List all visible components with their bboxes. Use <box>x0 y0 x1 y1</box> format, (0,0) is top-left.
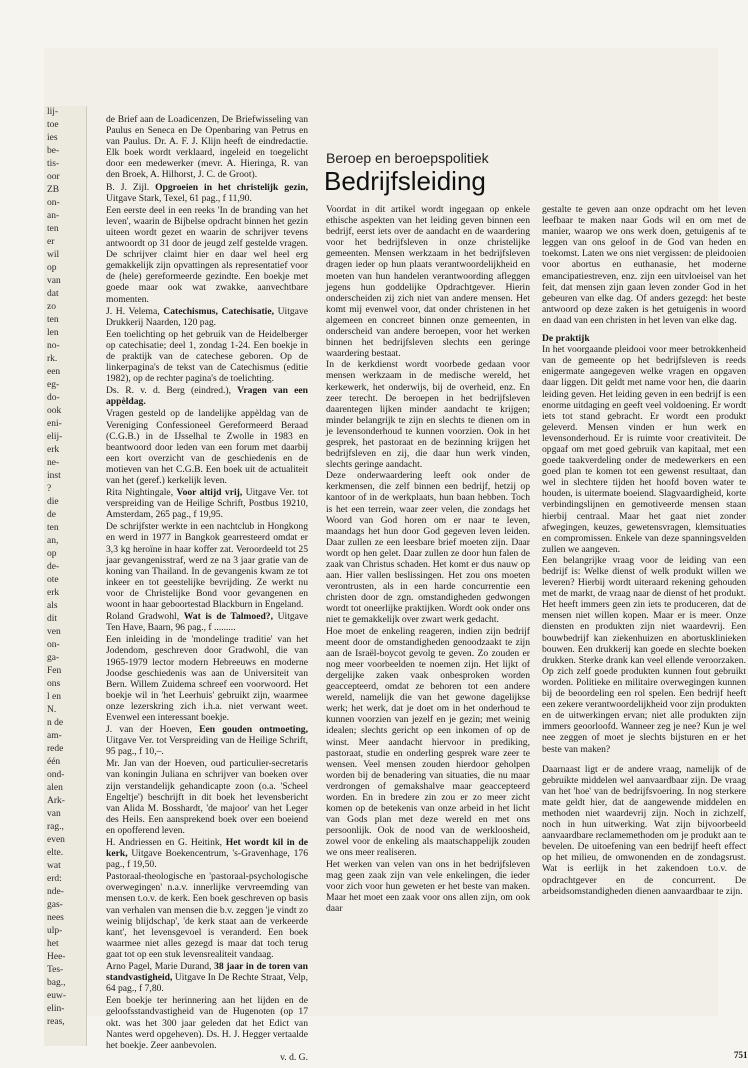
review-book-title: Catechismus, Catechisatie, <box>163 305 275 317</box>
prev-page-fragment: Fen <box>47 666 62 676</box>
prev-page-fragment: N. <box>47 705 57 715</box>
prev-page-fragment: Ark- <box>47 796 65 806</box>
prev-page-fragment: ne- <box>47 458 60 468</box>
review-entry-header <box>106 611 308 633</box>
prev-page-fragment: erk <box>47 445 60 455</box>
review-body: Uitgave Ten Have, Baarn, 96 pag., f ......... <box>106 611 308 634</box>
review-entry-header <box>106 385 308 407</box>
review-body: Een inleiding in de 'mondelinge traditie' van het Jodendom, geschreven door Gradwohl, die van 1965-1979 lector modern Hebreeuws en moderne Joodse geschiedenis was aan de Universiteit van Bern. Willem Zuidema schreef een voorwoord. Het boekje wil in 'het Leerhuis' gebruikt zijn, waarmee onze lezerskring zich i.h.a. niet verwant weet. Evenwel een interessant boekje. <box>106 634 308 723</box>
prev-page-fragment: reas, <box>47 1017 65 1027</box>
prev-page-fragment: de <box>47 510 56 520</box>
prev-page-fragment: am- <box>47 731 62 741</box>
prev-page-fragment: van <box>47 276 61 286</box>
prev-page-fragment: toe <box>47 120 59 130</box>
review-book-title: Opgroeien in het christelijk gezin, <box>155 181 308 193</box>
prev-page-fragment: Tes- <box>47 965 64 975</box>
review-text <box>106 871 308 960</box>
review-text <box>106 995 308 1050</box>
prev-page-fragment: an, <box>47 536 59 546</box>
prev-page-fragment: l en <box>47 692 61 702</box>
review-book-title: Vragen van een appèldag. <box>106 385 308 408</box>
review-book-title: Voor altijd vrij, <box>176 487 243 499</box>
review-author: J. H. Velema, <box>106 305 164 317</box>
review-text <box>106 205 308 305</box>
prev-page-fragment: on- <box>47 198 60 208</box>
prev-page-fragment: elin- <box>47 1004 65 1014</box>
prev-page-fragment: erk <box>47 588 60 598</box>
article-headline: Bedrijfsleiding <box>324 166 486 196</box>
prev-page-fragment: ote <box>47 575 59 585</box>
prev-page-fragment: euw- <box>47 991 66 1001</box>
prev-page-fragment: op <box>47 549 57 559</box>
prev-page-fragment: ven <box>47 627 61 637</box>
review-author: Arno Pagel, Marie Durand, <box>106 961 215 973</box>
review-author: Ds. R. v. d. Berg (eindred.), <box>106 385 238 397</box>
review-text <box>106 521 308 610</box>
prev-page-fragment: ook <box>47 406 62 416</box>
reviewer-signature: v. d. G. <box>280 1051 308 1063</box>
prev-page-fragment: len <box>47 328 59 338</box>
prev-page-fragment: bag., <box>47 978 66 988</box>
article-paragraph: Voordat in dit artikel wordt ingegaan op enkele ethische aspekten van het leiding geven binnen een bedrijf, eerst iets over de aandacht en de waardering voor het bedrijfsleven in onze christelijke gemeenten. Mensen werkzaam in het bedrijfsleven dragen ieder op hun plaats verantwoordelijkheid en moeten van hun handelen verantwoording afleggen jegens hun goddelijke Opdrachtgever. Hierin onderscheiden zij zich niet van andere mensen. Het komt mij evenwel voor, dat onder christenen in het algemeen en concreet binnen onze gemeenten, in onderscheid van andere beroepen, voor het werken binnen het bedrijfsleven slechts een geringe waardering bestaat. <box>326 204 530 360</box>
review-entry-header <box>106 961 308 994</box>
review-book-title: 38 jaar in de toren van standvastigheid, <box>106 961 308 984</box>
prev-page-fragment: lij- <box>47 107 59 117</box>
review-text <box>106 329 308 384</box>
prev-page-fragment: nde- <box>47 887 64 897</box>
article-paragraph: Daarnaast ligt er de andere vraag, namelijk of de gebruikte middelen wel aanvaardbaar zijn. De vraag van het 'hoe' van de bedrijfsvoering. In nog sterkere mate geldt hier, dat de aangewende middelen en methoden niet waardevrij zijn. Noch in zichzelf, noch in hun uitwerking. Wat zijn bijvoorbeeld aanvaardbare reclamemethoden om je produkt aan te bevelen. De uitoefening van een bedrijf heeft effect op het milieu, de omwonenden en de zondagsrust. Wat is eerlijk in het zakendoen t.o.v. de opdrachtgever en de concurrent. De arbeidsomstandigheden dienen aanvaardbaar te zijn. <box>542 763 746 897</box>
magazine-page <box>44 48 748 1063</box>
prev-page-fragment: elte. <box>47 848 64 858</box>
prev-page-fragment: on- <box>47 640 60 650</box>
prev-page-fragment: rk. <box>47 354 58 364</box>
review-body: Uitgave Boekencentrum, 's-Gravenhage, 176 pag., f 19,50. <box>106 848 308 871</box>
prev-page-fragment: ten <box>47 523 59 533</box>
prev-page-fragment: ga- <box>47 653 60 663</box>
prev-page-fragment: die <box>47 497 59 507</box>
article-paragraph: Het werken van velen van ons in het bedrijfsleven mag geen zaak zijn van vele enkelingen, die ieder voor zich voor hun geweten er het beste van maken. Maar het moet een zaak voor ons allen zijn, om ook daar <box>326 858 530 914</box>
prev-page-fragment: eg- <box>47 380 60 390</box>
prev-page-fragment: zo <box>47 302 56 312</box>
prev-page-fragment: de- <box>47 562 60 572</box>
prev-page-fragment: erd: <box>47 874 62 884</box>
article-paragraph: Een belangrijke vraag voor de leiding van een bedrijf is: Welke dienst of welk produkt willen we leveren? Hierbij wordt uiteraard rekening gehouden met de markt, de vraag naar de dienst of het produkt. Het heeft immers geen zin iets te produceren, dat de mensen niet willen kopen. Maar er is meer. Onze diensten en produkten zijn niet waardevrij. Een bouwbedrijf kan ziekenhuizen en abortusklinieken bouwen. Een drukkerij kan goede en slechte boeken drukken. Sterke drank kan veel ellende veroorzaken. Op zich zelf goede produkten kunnen fout gebruikt worden. Politieke en militaire overwegingen kunnen bij de beoordeling een rol spelen. Een bedrijf heeft een zekere verantwoordelijkheid voor zijn produkten en de uitwerkingen ervan; niet alle produkten zijn immers geoorloofd. Wanneer zeg je nee? Kun je wel nee zeggen of moet je slechts bijsturen en er het beste van maken? <box>542 554 746 755</box>
prev-page-fragment: ond- <box>47 770 65 780</box>
prev-page-fragment: het <box>47 939 59 949</box>
review-body: Uitgave Ver. tot Verspreiding van de Heilige Schrift, 95 pag., f 10,–. <box>106 735 308 758</box>
prev-page-fragment: tis- <box>47 159 60 169</box>
review-author: B. J. Zijl. <box>106 181 156 193</box>
prev-page-fragment: dat <box>47 289 59 299</box>
prev-page-fragment: ZB <box>47 185 60 195</box>
prev-page-fragment: eni- <box>47 419 62 429</box>
review-author: H. Andriessen en G. Heitink, <box>106 837 226 848</box>
prev-page-fragment: wil <box>47 250 60 260</box>
prev-page-fragment: elij- <box>47 432 63 442</box>
prev-page-fragment: één <box>47 757 61 767</box>
prev-page-fragment: rag., <box>47 822 64 832</box>
review-body: de Brief aan de Loadicenzen, De Briefwisseling van Paulus en Seneca en De Openbaring van Petrus en van Paulus. Dr. A. F. J. Klijn heeft de eindredactie. Elk boek wordt verklaard, ingeleid en toegelicht door een medewerker (mevr. A. Hieringa, R. van den Broek, A. Hilhorst, J. C. de Groot). <box>106 114 308 181</box>
review-entry-header <box>106 837 308 870</box>
review-body: Een eerste deel in een reeks 'In de branding van het leven', waarin de Bijbelse opdracht binnen het gezin uiteen wordt gezet en waarin de schrijver tevens antwoordt op 31 door de jeugd zelf gestelde vragen. De schrijver claimt hier en daar wel heel erg gemakkelijk zijn opvattingen als representatief voor de (hele) gereformeerde gezindte. Een boekje met goede maar ook wat zwakke, aanvechtbare momenten. <box>106 204 308 305</box>
review-entry-header <box>106 182 308 204</box>
section-kicker: Beroep en beroepspolitiek <box>326 150 489 166</box>
review-entry-header <box>106 306 308 328</box>
article-column-right <box>542 204 746 897</box>
prev-page-fragment: een <box>47 367 61 377</box>
review-body: Een boekje ter herinnering aan het lijden en de geloofsstandvastigheid van de Hugenoten (op 17 okt. was het 300 jaar geleden dat het Edict van Nantes werd opgeheven). Ds. H. J. Hegger vertaalde het boekje. Zeer aanbevolen. <box>106 995 308 1051</box>
prev-page-fragment: ulp- <box>47 926 63 936</box>
article-paragraph: In de kerkdienst wordt voorbede gedaan voor mensen werkzaam in de medische wereld, het kerkewerk, het onderwijs, bij de overheid, enz. En zeer terecht. De beroepen in het bedrijfsleven daarentegen lijken minder aandacht te krijgen; minder belangrijk te zijn en slechts te dienen om in je levensonderhoud te kunnen voorzien. Ook in het gesprek, het pastoraat en de bezinning krijgen het bedrijfsleven en zij, die daar hun werk vinden, slechts geringe aandacht. <box>326 359 530 471</box>
prev-page-fragment: ten <box>47 224 59 234</box>
review-entry-header <box>106 724 308 757</box>
article-subheading: De praktijk <box>542 333 590 345</box>
prev-page-fragment: wat <box>47 861 61 871</box>
prev-page-fragment: nees <box>47 913 64 923</box>
prev-page-fragment: dit <box>47 614 58 624</box>
article-paragraph: gestalte te geven aan onze opdracht om het leven leefbaar te maken naar Gods wil en om met de manier, waarop we ons werk doen, getuigenis af te leggen van ons geloof in de God van heden en toekomst. Laten we ons niet vergissen: de pleidooien voor abortus en euthanasie, het moderne emancipatiestreven, enz. zijn een uitvloeisel van het feit, dat mensen zijn gaan leven zonder God in het gebeuren van elke dag. Of anders gezegd: het beste antwoord op deze zaken is het getuigenis in woord en daad van een christen in het leven van elke dag. <box>542 204 746 326</box>
article-column-middle <box>326 204 530 914</box>
prev-page-fragment: er <box>47 237 55 247</box>
previous-page-edge <box>44 106 87 1046</box>
review-body: Uitgave Stark, Texel, 61 pag., f 11,90. <box>106 192 252 204</box>
prev-page-fragment: alen <box>47 783 63 793</box>
prev-page-fragment: ons <box>47 679 61 689</box>
prev-page-fragment: oor <box>47 172 60 182</box>
prev-page-fragment: inst <box>47 471 61 481</box>
review-author: Rita Nightingale, <box>106 487 177 499</box>
review-text <box>106 408 308 486</box>
review-body: De schrijfster werkte in een nachtclub in Hongkong en werd in 1977 in Bangkok gearresteerd omdat er 3,3 kg heroïne in haar koffer zat. Veroordeeld tot 25 jaar gevangenisstraf, werd ze na 3 jaar gratie van de koning van Thailand. In de gevangenis kwam ze tot inkeer en tot geestelijke bevrijding. Ze werkt nu voor de Christelijke Bond voor gevangenen en woont in haar geboortestad Blackburn in Engeland. <box>106 521 308 611</box>
review-body: Een toelichting op het gebruik van de Heidelberger op catechisatie; deel 1, zondag 1-24. Een boekje in de praktijk van de catechese geboren. Op de linkerpagina's de tekst van de Catechismus (editie 1982), op de rechter pagina's de toelichting. <box>106 328 308 385</box>
review-body: Uitgave Ver. tot verspreiding van de Heilige Schrift, Postbus 19210, Amsterdam, 265 pag., f 19,95. <box>106 487 308 521</box>
review-author: Roland Gradwohl, <box>106 611 184 623</box>
review-text <box>106 758 308 836</box>
prev-page-fragment: rede <box>47 744 64 754</box>
book-reviews-column <box>106 114 308 1064</box>
prev-page-fragment: ? <box>47 484 52 494</box>
prev-page-fragment: ten <box>47 315 59 325</box>
prev-page-fragment: als <box>47 601 58 611</box>
prev-page-fragment: even <box>47 835 65 845</box>
prev-page-fragment: an- <box>47 211 60 221</box>
article-paragraph: Hoe moet de enkeling reageren, indien zijn bedrijf meent door de omstandigheden genoodzaakt te zijn aan de Israël-boycot gevolg te geven. Zo zouden er nog meer voorbeelden te noemen zijn. Het lijkt of dergelijke zaken vaak onbesproken worden geaccepteerd, omdat ze behoren tot een andere wereld, namelijk die van het gewone dagelijkse werk; het werk, dat je doet om in het onderhoud te kunnen voorzien van jezelf en je gezin; met weinig idealen; slechts gericht op een inkomen of op de winst. Meer aandacht hiervoor in prediking, pastoraat, studie en onderling gesprek ware zeer te wensen. Veel mensen zouden hierdoor geholpen worden bij de benadering van situaties, die nu maar verdrongen of gemakshalve maar geaccepteerd worden. En in bredere zin zou er zo meer zicht komen op de betekenis van onze arbeid in het licht van Gods plan met deze wereld en met ons persoonlijk. Ook de nood van de werkloosheid, zowel voor de enkeling als maatschappelijk zouden we ons meer realiseren. <box>326 625 530 859</box>
prev-page-fragment: ies <box>47 133 58 143</box>
prev-page-fragment: do- <box>47 393 60 403</box>
prev-page-fragment: op <box>47 263 57 273</box>
review-entry-header <box>106 487 308 520</box>
article-paragraph: In het voorgaande pleidooi voor meer betrokkenheid van de gemeente op het bedrijfsleven is reeds enigermate aangegeven welke vragen en opgaven daar liggen. Dit geldt met name voor hen, die daarin leiding geven. Het leiding geven in een bedrijf is een enorme uitdaging en geeft veel voldoening. Er wordt iets tot stand gebracht. Er wordt een produkt geleverd. Mensen vinden er hun werk en levensonderhoud. Er is ruimte voor creativiteit. De opgaaf om met goed gebruik van kapitaal, met een goede taakverdeling onder de medewerkers en een goed plan te komen tot een gewenst resultaat, dan wel in slechtere tijden het hoofd boven water te houden, is uitermate boeiend. Slagvaardigheid, korte verbindingslijnen en gemotiveerde mensen staan hierbij centraal. Maar het gaat niet zonder afwegingen, keuzes, gewetensvragen, klemsituaties en compromissen. Enkele van deze spanningsvelden zullen we aangeven. <box>542 344 746 555</box>
prev-page-fragment: gas- <box>47 900 63 910</box>
review-book-title: Een gouden ontmoeting, <box>199 724 308 736</box>
prev-page-fragment: Hee- <box>47 952 66 962</box>
review-body: Mr. Jan van der Hoeven, oud particulier-secretaris van koningin Juliana en schrijver van boeken over zijn verstandelijk gehandicapte zoon (o.a. 'Scheel Engeltje') beschrijft in dit boek het levensbericht van Alida M. Bosshardt, 'de majoor' van het Leger des Heils. Een aansprekend boek over een boeiend en opofferend leven. <box>106 758 308 836</box>
review-body: Pastoraal-theologische en 'pastoraal-psychologische overwegingen' n.a.v. innerlijke vervreemding van mensen t.o.v. de kerk. Een boek geschreven op basis van verhalen van mensen die b.v. zeggen 'je vindt zo weinig blijdschap', 'de kerk staat aan de verkeerde kant', het levensgevoel is veranderd. Een boek waarmee niet alles gezegd is maar dat toch terug gaat tot op een stuk levensrealiteit vandaag. <box>106 871 308 960</box>
review-text <box>106 634 308 723</box>
article-paragraph: Deze onderwaardering leeft ook onder de kerkmensen, die zelf binnen een bedrijf, hetzij op kantoor of in de werkplaats, hun baan hebben. Toch is het een terrein, waar zeer velen, die zondags het Woord van God horen om er naar te leven, maandags het hun door God gegeven leven leiden. Daar zullen ze een leesbare brief moeten zijn. Daar wordt op hen gelet. Daar zullen ze door hun falen de zaak van Christus schaden. Het komt er dus nauw op aan. Hier vallen beslissingen. Het zou ons moeten verontrusten, als in een harde concurrentie een christen door de zgn. omstandigheden gedwongen wordt tot oneerlijke praktijken. Wordt ook onder ons niet te gemakkelijk over zwart werk gedacht. <box>326 470 530 626</box>
review-book-title: Wat is de Talmoed?, <box>183 611 273 623</box>
review-text <box>106 114 308 181</box>
page-number: 751 <box>734 1050 748 1060</box>
prev-page-fragment: n de <box>47 718 64 728</box>
review-body: Vragen gesteld op de landelijke appèldag van de Vereniging Confessioneel Gereformeerd Beraad (C.G.B.) in de IJsselhal te Zwolle in 1983 en beantwoord door leden van een forum met daarbij een kort overzicht van de geschiedenis en de motieven van het C.G.B. Een boek uit de actualiteit van het (geref.) kerkelijk leven. <box>106 408 308 486</box>
review-book-title: Het wordt kil in de kerk, <box>106 837 308 860</box>
review-body: Uitgave In De Rechte Straat, Velp, 64 pag., f 7,80. <box>106 972 308 995</box>
prev-page-fragment: van <box>47 809 61 819</box>
review-author: J. van der Hoeven, <box>106 724 200 736</box>
prev-page-fragment: no- <box>47 341 60 351</box>
review-body: Uitgave Drukkerij Naarden, 120 pag. <box>106 305 308 328</box>
prev-page-fragment: be- <box>47 146 60 156</box>
